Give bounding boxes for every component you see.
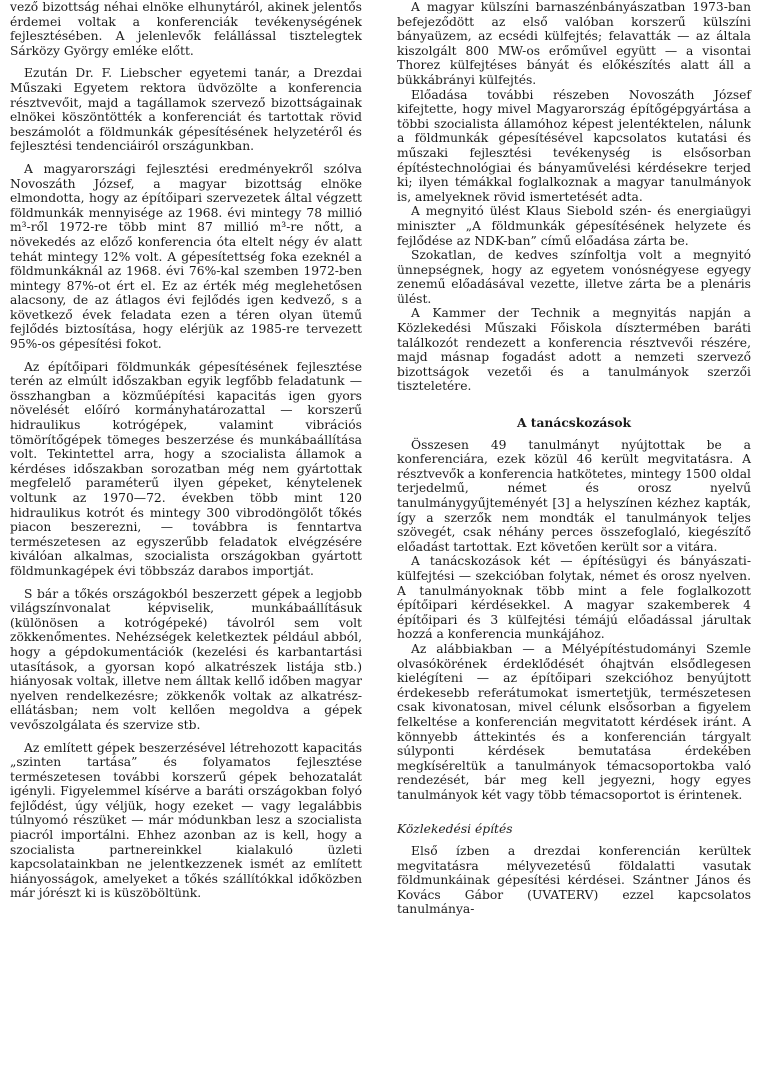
paragraph: A magyarországi fejlesztési eredményekről szólva Novoszáth József, a magyar bizottság elnöke elmondotta, hogy az építőipari szervezetek által végzett földmunkák mennyisége az 1968. évi mintegy 78 millió m³-ről 1972-re több mint 87 millió m³-re nőtt, a növekedés az előző konferencia óta eltelt négy év alatt tehát mintegy 12% volt. A gépesítettség foka ezeknél a földmunkáknál az 1968. évi 76%-kal szemben 1972-ben mintegy 87%-ot ért el. Ez az érték még meglehetősen alacsony, de az átlagos évi fejlődés igen kedvező, s a következő évek feladata ezen a téren olyan ütemű fejlődés biztosítása, hogy elérjük az 1985-re tervezett 95%-os gépesítési fokot. [10,161,362,352]
paragraph: Szokatlan, de kedves színfoltja volt a megnyitó ünnepségnek, hogy az egyetem vonósnégyese egyegy zenemű előadásával vezette, illetve zárta be a plenáris ülést. [397,248,751,306]
paragraph: Előadása további részeben Novoszáth József kifejtette, hogy mivel Magyarország építőgépgyártása a többi szocialista államóhoz képest jelentéktelen, nálunk a földmunkák gépesítésével kapcsolatos kutatási és műszaki fejlesztési tevékenység is elsősorban építéstechnológiai és bányaművelési kérdésekre terjed ki; ilyen témákkal foglalkoznak a magyar tanulmányok is, amelyeknek rövid ismertetését adta. [397,87,751,204]
section-heading: A tanácskozások [516,415,632,431]
paragraph: Ezután Dr. F. Liebscher egyetemi tanár, a Drezdai Műszaki Egyetem rektora üdvözölte a konferencia résztvevőit, majd a tagállamok szervező bizottságainak elnökei köszöntötték a konferenciát és tartottak rövid beszámolót a földmunkák gépesítésének helyzetéről és fejlesztési tendenciáiról országunkban. [10,66,362,154]
paragraph: vező bizottság néhai elnöke elhunytáról, akinek jelentős érdemei voltak a konferenciák tevékenységének fejlesztésében. A jelenlevők felállással tisztelegtek Sárközy György emléke előtt. [10,0,362,58]
paragraph: Összesen 49 tanulmányt nyújtottak be a konferenciára, ezek közül 46 került megvitatásra. A résztvevők a konferencia hatkötetes, mintegy 1500 oldal terjedelmű, német és orosz nyelvű tanulmánygyűjteményét [3] a helyszínen kézhez kapták, így a szerzők nem mondták el tanulmányok teljes szövegét, csak néhány perces összefoglaló, kiegészítő előadást tartottak. Ezt követően került sor a vitára. [397,437,751,554]
paragraph: Az említett gépek beszerzésével létrehozott kapacitás „szinten tartása” és folyamatos fejlesztése természetesen további korszerű gépek behozatalát igényli. Figyelemmel kísérve a baráti országokban folyó fejlődést, úgy véljük, hogy ezeket — vagy legalábbis túlnyomó részüket — már módunkban lesz a szocialista piacról importálni. Ehhez azonban az is kell, hogy a szocialista partnereinkkel kialakuló üzleti kapcsolatainkban ne jelentkezzenek ismét az említett hiányosságok, amelyeket a tőkés szállítókkal időközben már jórészt ki is küszöböltünk. [10,740,362,901]
subsection-heading: Közlekedési építés [397,822,513,837]
paragraph: A magyar külszíni barnaszénbányászatban 1973-ban befejeződött az első valóban korszerű külszíni bányaüzem, az ecsédi külfejtés; felavatták — az általa kiszolgált 800 MW-os erőművel együtt — a visontai Thorez külfejtéses bányát és előkészítés alatt áll a bükkábrányi külfejtés. [397,0,751,87]
paragraph: A tanácskozások két — építésügyi és bányászati-külfejtési — szekcióban folytak, német és orosz nyelven. A tanulmányoknak több mint a fele foglalkozott építőipari kérdésekkel. A magyar szakemberek 4 építőipari és 3 külfejtési témájú előadással járultak hozzá a konferencia munkájához. [397,554,751,642]
paragraph: Az építőipari földmunkák gépesítésének fejlesztése terén az elmúlt időszakban egyik legfőbb feladatunk — összhangban a közműépítési kapacitás igen gyors növelését előíró kormányhatározattal — korszerű hidraulikus kotrógépek, valamint vibrációs tömörítőgépek tömeges beszerzése és munkábaállítása volt. Tekintettel arra, hogy a szocialista államok a kérdéses időszakban sorozatban még nem gyártottak megfelelő paraméterű ilyen gépeket, kénytelenek voltunk az 1970—72. években több mint 120 hidraulikus kotrót és mintegy 300 vibrodöngölőt tőkés piacon beszerezni, — továbbra is fenntartva természetesen az egyszerűbb feladatok elvégzésére kiválóan alkalmas, szocialista országokban gyártott földmunkagépek évi többszáz darabos importját. [10,359,362,578]
paragraph: Első ízben a drezdai konferencián kerültek megvitatásra mélyvezetésű földalatti vasutak földmunkáinak gépesítési kérdései. Szántner János és Kovács Gábor (UVATERV) ezzel kapcsolatos tanulmánya- [397,844,751,917]
paragraph: A megnyitó ülést Klaus Siebold szén- és energiaügyi miniszter „A földmunkák gépesítésének helyzete és fejlődése az NDK-ban” című előadása zárta be. [397,204,751,248]
left-column [10,0,362,901]
paragraph: S bár a tőkés országokból beszerzett gépek a legjobb világszínvonalat képviselik, munkábaállításuk (különösen a kotrógépeké) távolról sem volt zökkenőmentes. Nehézségek keletkeztek például abból, hogy a gépdokumentációk (kezelési és karbantartási utasítások, a gyorsan kopó alkatrészek listája stb.) hiányosak voltak, illetve nem álltak kellő időben magyar nyelven rendelkezésre; zökkenők voltak az alkatrész-ellátásban; nem volt kellően megoldva a gépek vevőszolgálata és szervize stb. [10,586,362,732]
paragraph: Az alábbiakban — a Mélyépítéstudományi Szemle olvasókörének érdeklődését óhajtván elsődlegesen kielégíteni — az építőipari szekcióhoz benyújtott érdekesebb referátumokat ismertetjük, természetesen csak kivonatosan, mivel célunk elsősorban a figyelem felkeltése a konferencián megvitatott kérdések iránt. A könnyebb áttekintés és a konferencián tárgyalt súlyponti kérdések bemutatása érdekében megkíséreltük a tanulmányok témacsoportokba való rendezését, bár meg kell jegyezni, hogy egyes tanulmányok két vagy több témacsoportot is érintenek. [397,641,751,802]
right-column [397,0,751,917]
paragraph: A Kammer der Technik a megnyitás napján a Közlekedési Műszaki Főiskola dísztermében baráti találkozót rendezett a konferencia résztvevői részére, majd másnap fogadást adott a nemzeti szervező bizottságok vezetői és a tanulmányok szerzői tiszteletére. [397,306,751,394]
